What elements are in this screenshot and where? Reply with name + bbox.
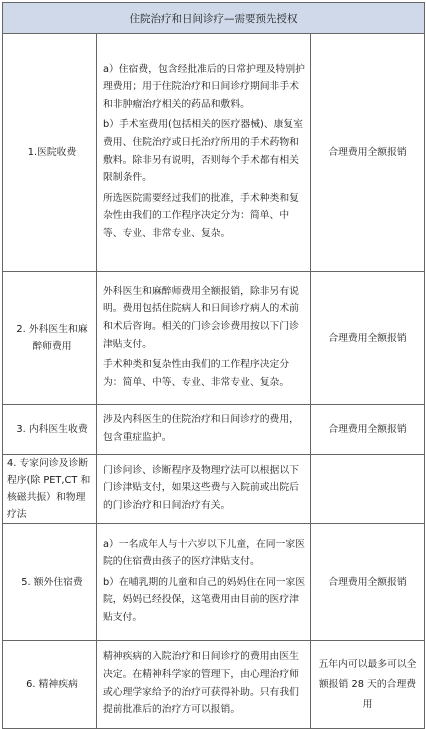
item-reimbursement: 五年内可以最多可以全额报销 28 天的合理费用	[311, 641, 425, 729]
description-line: 手术种类和复杂性由我们的工作程序决定分为：简单、中等、专业、非常专业、复杂。	[103, 359, 290, 388]
item-description	[97, 641, 311, 729]
description-line: b）手术室费用(包括相关的医疗器械)、康复室费用、住院治疗或日托治疗所用的手术药物和敷料。除非另有说明，否则每个手术都有相关限制条件。	[103, 119, 304, 184]
item-description	[97, 405, 311, 455]
title-row	[3, 3, 425, 34]
item-name: 5. 额外住宿费	[3, 524, 97, 641]
table-row	[3, 641, 425, 729]
description-line: a）住宿费，包含经批准后的日常护理及特别护理费用；用于住院治疗和日间诊疗期间非手术和非肿瘤治疗相关的药品和敷料。	[103, 63, 305, 110]
item-reimbursement: 合理费用全额报销	[311, 34, 425, 272]
description-line: 精神疾病的入院治疗和日间诊疗的费用由医生决定。在精神科学家的管理下，由心理治疗师或心理学家给予的治疗可获得补助。只有我们提前批准后的治疗方可以报销。	[103, 651, 299, 716]
table-title: 住院治疗和日间诊疗—需要预先授权	[3, 3, 425, 34]
description-line: b）在哺乳期的儿童和自己的妈妈住在同一家医院，妈妈已经投保，这笔费用由目前的医疗津贴支付。	[103, 576, 306, 623]
item-description	[97, 524, 311, 641]
table-row	[3, 524, 425, 641]
item-description	[97, 455, 311, 524]
item-description	[97, 272, 311, 405]
table-row	[3, 34, 425, 272]
item-description	[97, 34, 311, 272]
description-line: a）一名成年人与十六岁以下儿童，在同一家医院的住宿费由孩子的医疗津贴支付。	[103, 538, 305, 568]
description-line: 所选医院需要经过我们的批准，手术种类和复杂性由我们的工作程序决定分为：简单、中等、专业、非常专业、复杂。	[103, 192, 299, 239]
description-line: 涉及内科医生的住院治疗和日间诊疗的费用，包含重症监护。	[103, 413, 299, 443]
item-name: 2. 外科医生和麻醉师费用	[3, 272, 97, 405]
item-name: 4. 专家问诊及诊断程序(除 PET,CT 和核磁共振）和物理疗法	[3, 455, 97, 524]
item-reimbursement: 合理费用全额报销	[311, 405, 425, 455]
item-reimbursement	[311, 455, 425, 524]
item-name: 6. 精神疾病	[3, 641, 97, 729]
item-name: 1.医院收费	[3, 34, 97, 272]
benefits-table	[2, 2, 425, 729]
table-row	[3, 405, 425, 455]
item-reimbursement: 合理费用全额报销	[311, 272, 425, 405]
item-name: 3. 内科医生收费	[3, 405, 97, 455]
description-line: 门诊问诊、诊断程序及物理疗法可以根据以下门诊津贴支付，如果这些费与入院前或出院后的门诊治疗和日间治疗有关。	[103, 464, 299, 511]
table-row	[3, 455, 425, 524]
item-reimbursement: 合理费用全额报销	[311, 524, 425, 641]
table-row	[3, 272, 425, 405]
description-line: 外科医生和麻醉师费用全额报销，除非另有说明。费用包括住院病人和日间诊疗病人的术前和术后咨询。相关的门诊会诊费用按以下门诊津贴支付。	[103, 285, 299, 350]
